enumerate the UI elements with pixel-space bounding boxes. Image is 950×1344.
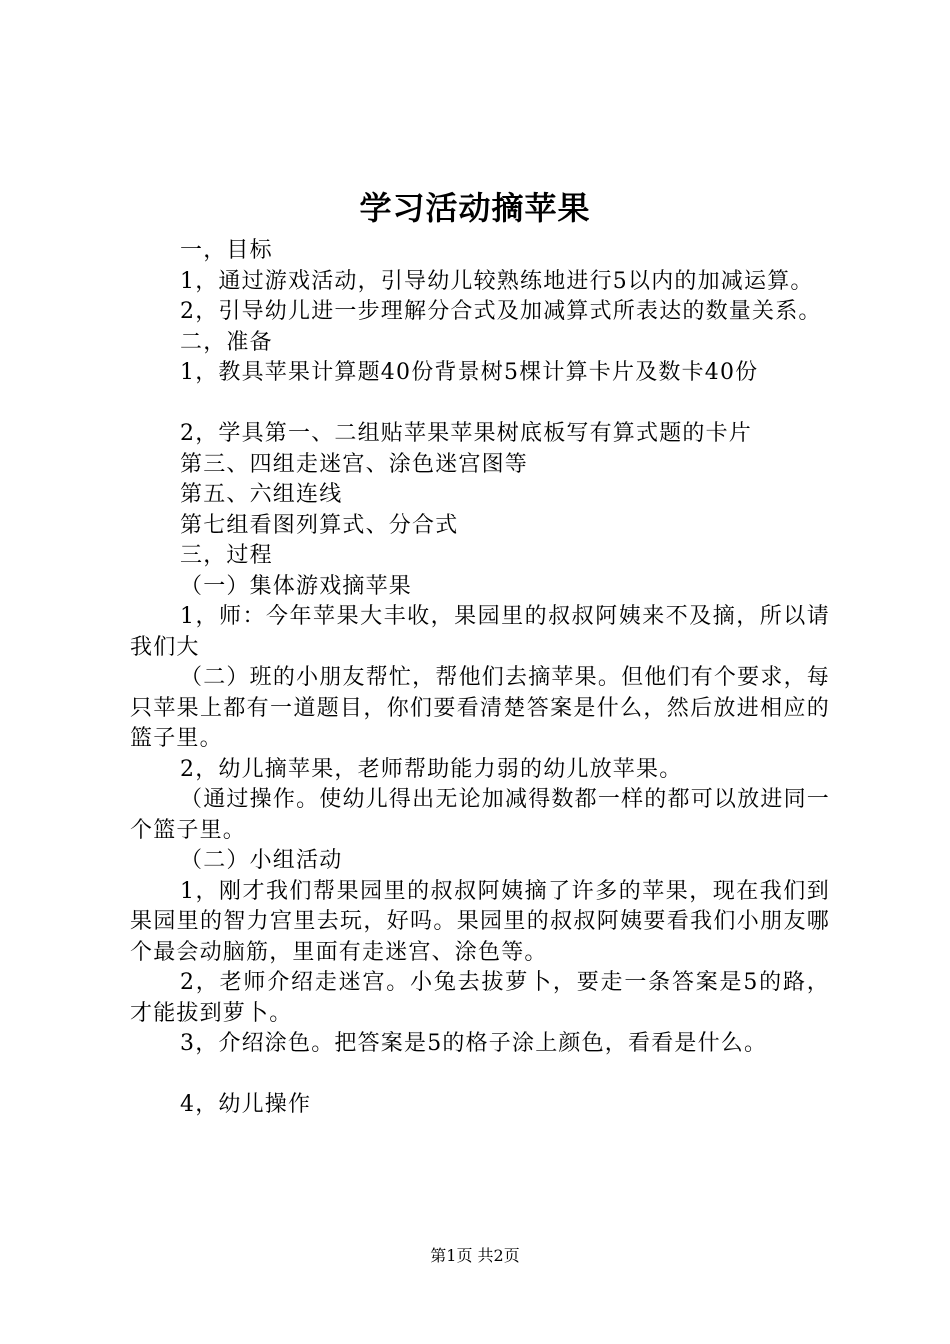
spacer [130,1060,830,1091]
section-heading-process: 三，过程 [180,543,273,568]
document-title: 学习活动摘苹果 [359,189,591,227]
paragraph-small-group-4: 4，幼儿操作 [180,1092,312,1117]
subheading-group-game: （一）集体游戏摘苹果 [180,573,413,599]
paragraph-prep-group-5-6: 第五、六组连线 [180,482,343,507]
paragraph-prep-group-3-4: 第三、四组走迷宫、涂色迷宫图等 [180,451,529,477]
paragraph-small-group-3: 3，介绍涂色。把答案是5的格子涂上颜色，看看是什么。 [180,1031,768,1056]
paragraph-process-3: 2，幼儿摘苹果，老师帮助能力弱的幼儿放苹果。 [180,756,683,782]
paragraph-prep-1: 1，教具苹果计算题40份背景树5棵计算卡片及数卡40份 [180,360,759,385]
spacer [130,389,830,420]
paragraph-small-group-1: 1，刚才我们帮果园里的叔叔阿姨摘了许多的苹果，现在我们到果园里的智力宫里去玩，好吗。果园里的叔叔阿姨要看我们小朋友哪个最会动脑筋，里面有走迷宫、涂色等。 [130,878,830,965]
subheading-small-group: （二）小组活动 [180,848,343,873]
paragraph-goal-2: 2，引导幼儿进一步理解分合式及加减算式所表达的数量关系。 [180,299,822,324]
document-body [130,236,830,1121]
section-heading-preparation: 二，准备 [180,329,273,355]
page-number-footer: 第1页 共2页 [430,1246,520,1265]
paragraph-goal-1: 1，通过游戏活动，引导幼儿较熟练地进行5以内的加减运算。 [180,268,814,294]
section-heading-goals: 一，目标 [180,238,273,263]
paragraph-process-note: （通过操作。使幼儿得出无论加减得数都一样的都可以放进同一个篮子里。 [130,787,830,843]
paragraph-prep-2: 2，学具第一、二组贴苹果苹果树底板写有算式题的卡片 [180,421,752,446]
paragraph-process-2: （二）班的小朋友帮忙，帮他们去摘苹果。但他们有个要求，每只苹果上都有一道题目，你们要看清楚答案是什么，然后放进相应的篮子里。 [130,665,830,751]
paragraph-small-group-2: 2，老师介绍走迷宫。小兔去拔萝卜，要走一条答案是5的路，才能拔到萝卜。 [130,970,830,1026]
paragraph-process-1: 1，师：今年苹果大丰收，果园里的叔叔阿姨来不及摘，所以请我们大 [130,604,830,660]
paragraph-prep-group-7: 第七组看图列算式、分合式 [180,512,459,538]
